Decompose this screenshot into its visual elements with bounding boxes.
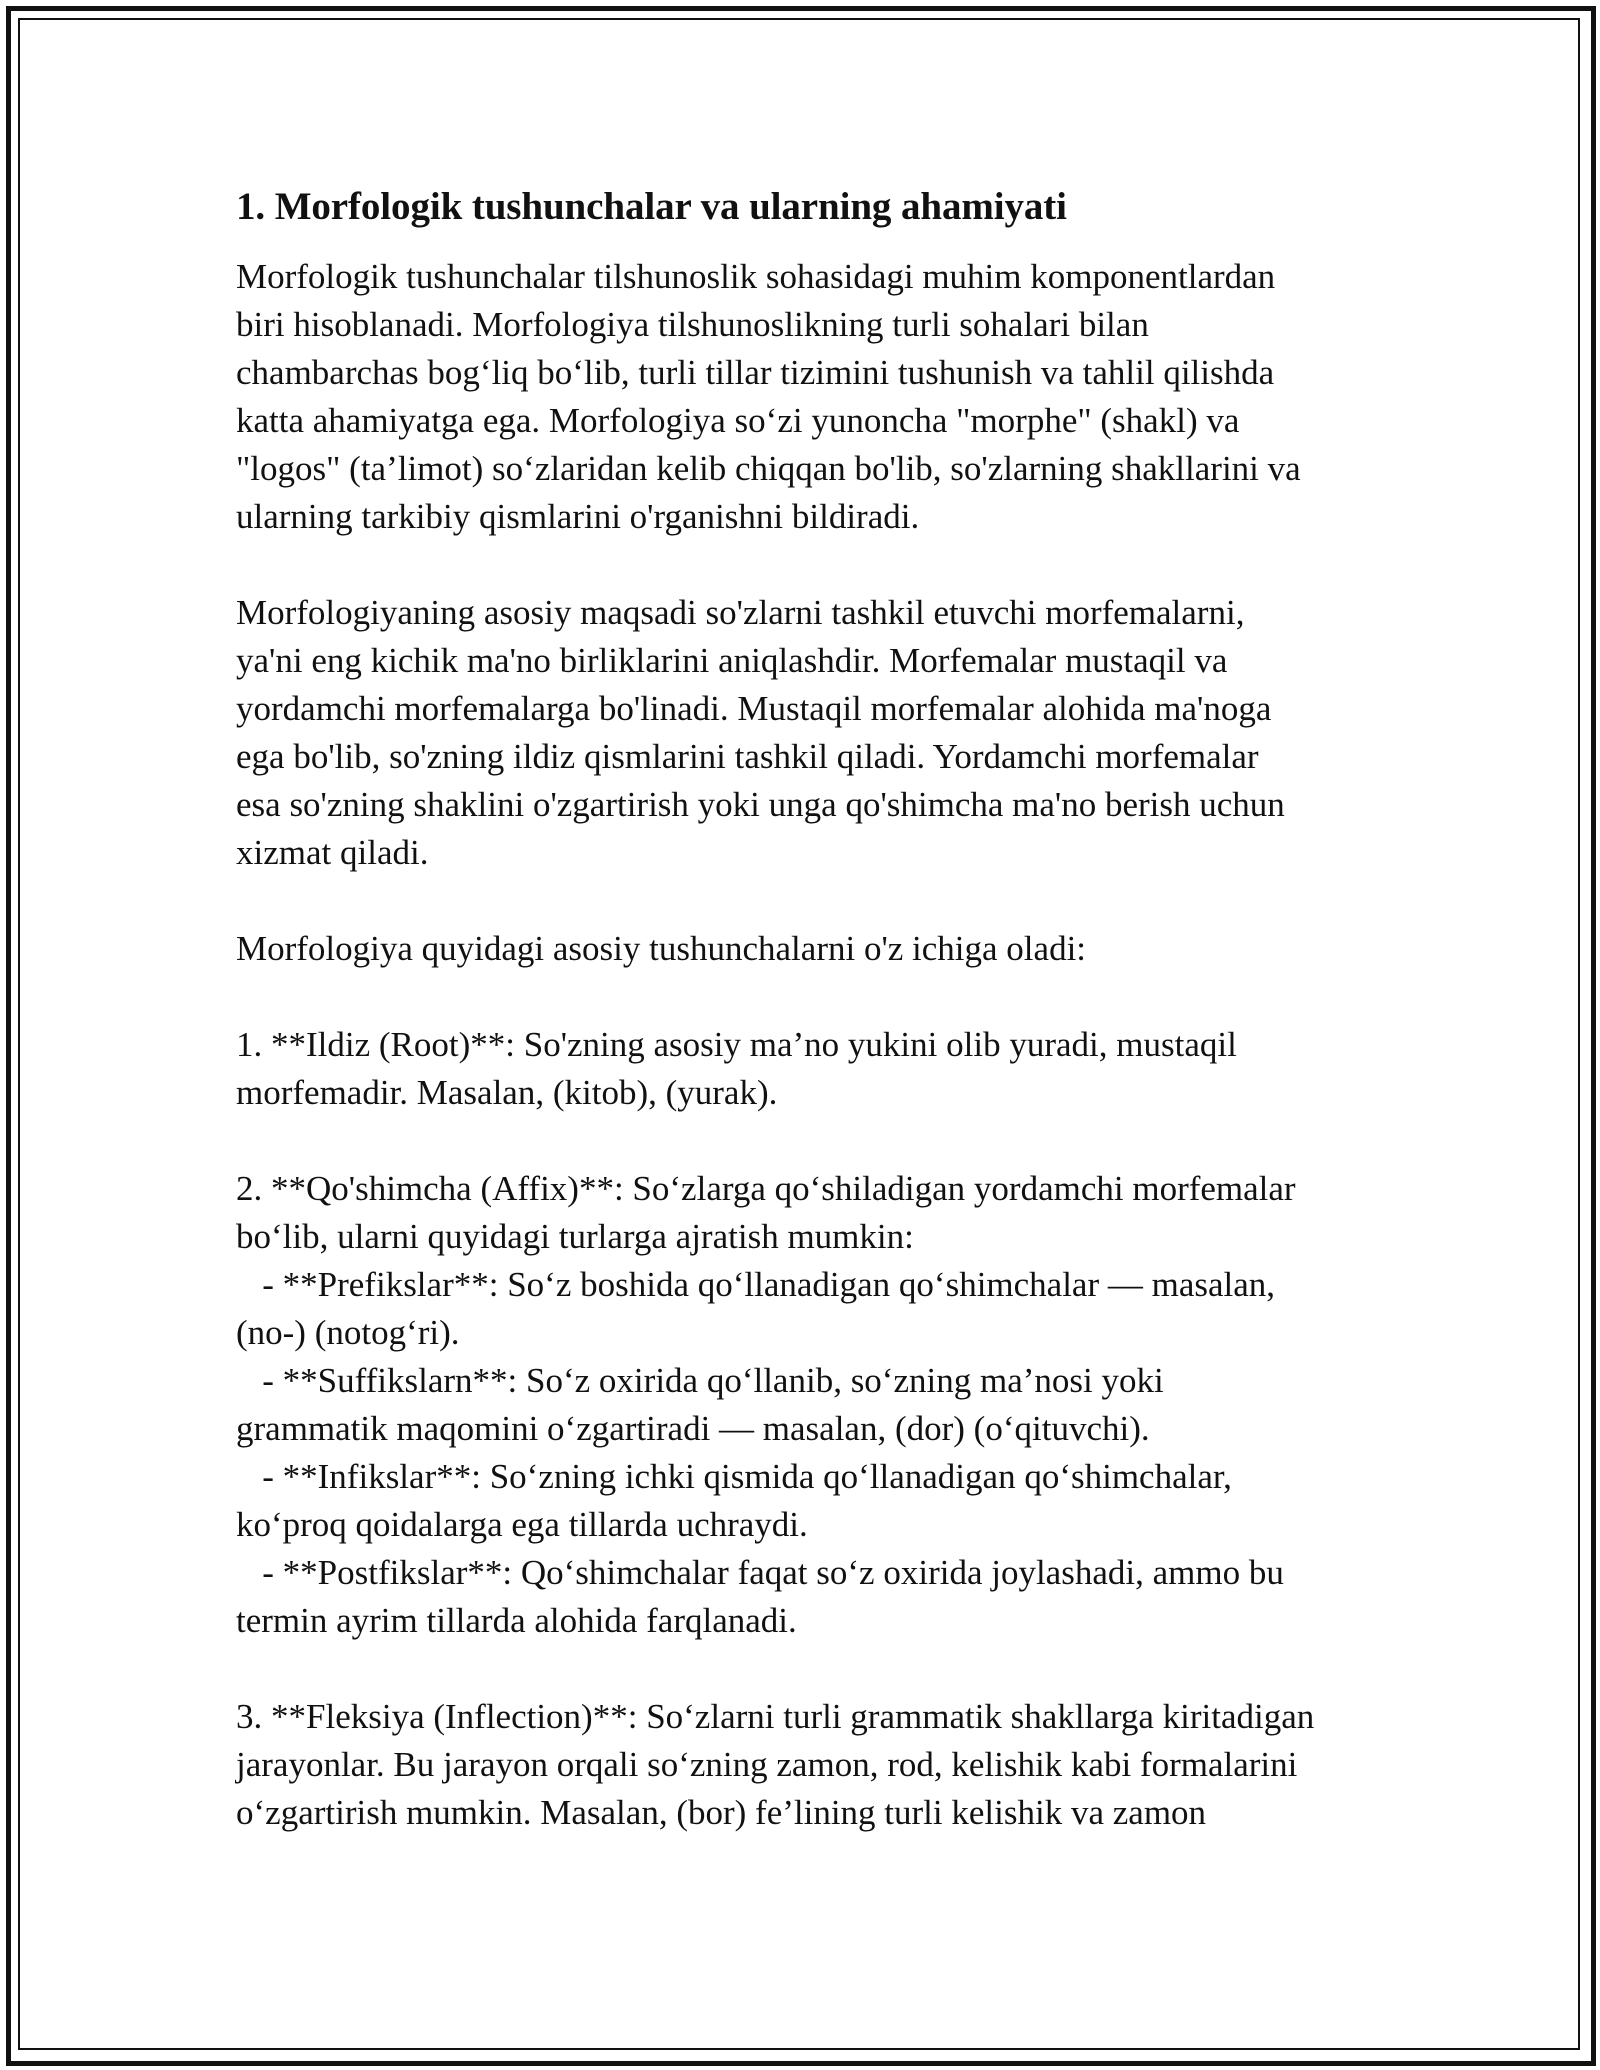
text-line: termin ayrim tillarda alohida farqlanadi. bbox=[236, 1600, 797, 1640]
text-line: ko‘proq qoidalarga ega tillarda uchraydi. bbox=[236, 1504, 808, 1544]
document-body bbox=[236, 182, 1376, 1837]
text-line: katta ahamiyatga ega. Morfologiya so‘zi yunoncha "morphe" (shakl) va bbox=[236, 400, 1240, 440]
text-line: yordamchi morfemalarga bo'linadi. Mustaqil morfemalar alohida ma'noga bbox=[236, 688, 1272, 728]
blank-line bbox=[236, 1645, 1376, 1693]
text-line: "logos" (ta’limot) so‘zlaridan kelib chiqqan bo'lib, so'zlarning shakllarini va bbox=[236, 448, 1301, 488]
text-line: jarayonlar. Bu jarayon orqali so‘zning zamon, rod, kelishik kabi formalarini bbox=[236, 1744, 1298, 1784]
text-line: o‘zgartirish mumkin. Masalan, (bor) fe’lining turli kelishik va zamon bbox=[236, 1792, 1207, 1832]
text-line: chambarchas bog‘liq bo‘lib, turli tillar tizimini tushunish va tahlil qilishda bbox=[236, 352, 1275, 392]
text-line: Morfologik tushunchalar tilshunoslik sohasidagi muhim komponentlardan bbox=[236, 256, 1276, 296]
text-line: 1. **Ildiz (Root)**: So'zning asosiy ma’no yukini olib yuradi, mustaqil bbox=[236, 1024, 1237, 1064]
blank-line bbox=[236, 1117, 1376, 1165]
text-line: esa so'zning shaklini o'zgartirish yoki unga qo'shimcha ma'no berish uchun bbox=[236, 784, 1285, 824]
text-line: - **Prefikslar**: So‘z boshida qo‘llanadigan qo‘shimchalar — masalan, bbox=[236, 1264, 1276, 1304]
blank-line bbox=[236, 877, 1376, 925]
blank-line bbox=[236, 541, 1376, 589]
text-line: xizmat qiladi. bbox=[236, 832, 429, 872]
text-line: - **Infikslar**: So‘zning ichki qismida qo‘llanadigan qo‘shimchalar, bbox=[236, 1456, 1232, 1496]
text-line: (no-) (notog‘ri). bbox=[236, 1312, 460, 1352]
text-line: - **Suffikslarn**: So‘z oxirida qo‘llanib, so‘zning ma’nosi yoki bbox=[236, 1360, 1164, 1400]
text-line: Morfologiya quyidagi asosiy tushunchalarni o'z ichiga oladi: bbox=[236, 928, 1087, 968]
text-line: ularning tarkibiy qismlarini o'rganishni bildiradi. bbox=[236, 496, 920, 536]
text-line: 2. **Qo'shimcha (Affix)**: So‘zlarga qo‘shiladigan yordamchi morfemalar bbox=[236, 1168, 1296, 1208]
text-line: morfemadir. Masalan, (kitob), (yurak). bbox=[236, 1072, 778, 1112]
section-heading: 1. Morfologik tushunchalar va ularning ahamiyati bbox=[236, 185, 1067, 228]
text-lines bbox=[236, 253, 1376, 1837]
blank-line bbox=[236, 973, 1376, 1021]
text-line: - **Postfikslar**: Qo‘shimchalar faqat so‘z oxirida joylashadi, ammo bu bbox=[236, 1552, 1284, 1592]
text-line: 3. **Fleksiya (Inflection)**: So‘zlarni turli grammatik shakllarga kiritadigan bbox=[236, 1696, 1315, 1736]
text-line: grammatik maqomini o‘zgartiradi — masalan, (dor) (o‘qituvchi). bbox=[236, 1408, 1150, 1448]
text-line: Morfologiyaning asosiy maqsadi so'zlarni tashkil etuvchi morfemalarni, bbox=[236, 592, 1245, 632]
text-line: ya'ni eng kichik ma'no birliklarini aniqlashdir. Morfemalar mustaqil va bbox=[236, 640, 1228, 680]
text-line: ega bo'lib, so'zning ildiz qismlarini tashkil qiladi. Yordamchi morfemalar bbox=[236, 736, 1259, 776]
text-line: biri hisoblanadi. Morfologiya tilshunoslikning turli sohalari bilan bbox=[236, 304, 1149, 344]
text-line: bo‘lib, ularni quyidagi turlarga ajratish mumkin: bbox=[236, 1216, 914, 1256]
